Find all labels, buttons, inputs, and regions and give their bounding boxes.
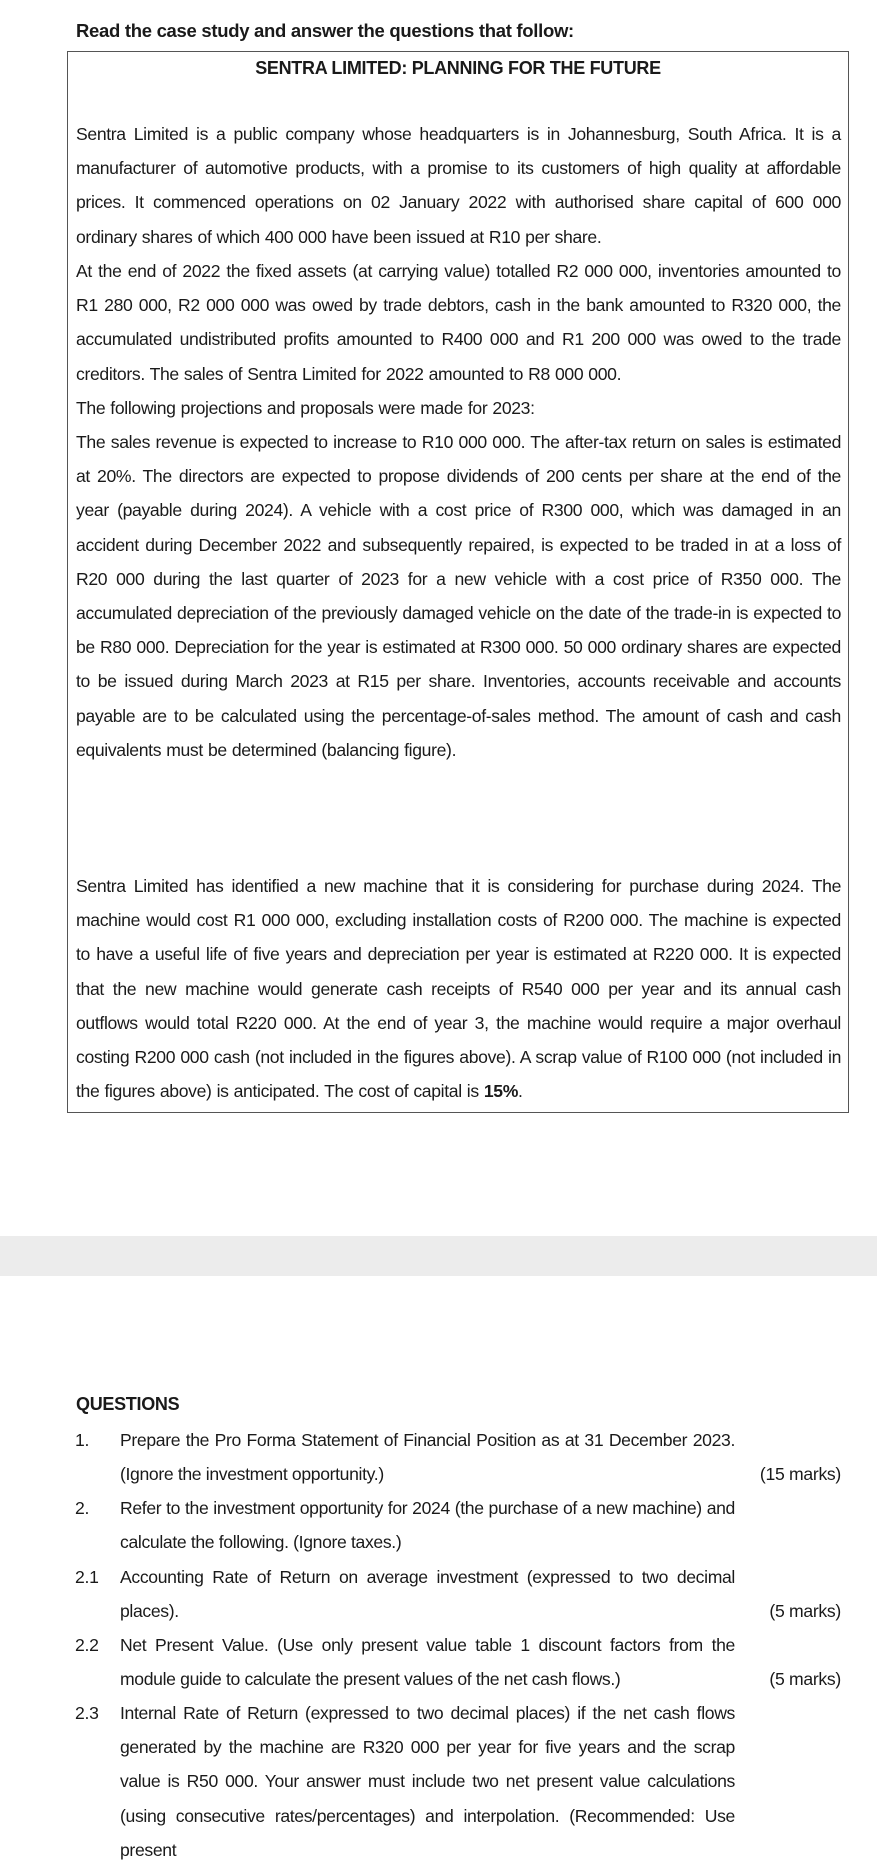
case-study-title: SENTRA LIMITED: PLANNING FOR THE FUTURE [255, 58, 661, 78]
case-study-box [67, 51, 849, 1113]
investment-text: Sentra Limited has identified a new machine that it is considering for purchase during 2024. The machine would cost R1 000 000, excluding installation costs of R200 000. The machine is expected to have a useful life of five years and depreciation per year is estimated at R220 000. It is expected that the new machine would generate cash receipts of R540 000 per year and its annual cash outflows would total R220 000. At the end of year 3, the machine would require a major overhaul costing R200 000 cash (not included in the figures above). A scrap value of R100 000 (not included in the figures above) is anticipated. The cost of capital is [76, 876, 841, 1102]
question-text: Accounting Rate of Return on average investment (expressed to two decimal places). [120, 1567, 735, 1622]
case-paragraph-projections: The sales revenue is expected to increase to R10 000 000. The after-tax return on sales is estimated at 20%. The directors are expected to propose dividends of 200 cents per share at the end of the year (payable during 2024). A vehicle with a cost price of R300 000, which was damaged in an accident during December 2022 and subsequently repaired, is expected to be traded in at a loss of R20 000 during the last quarter of 2023 for a new vehicle with a cost price of R350 000. The accumulated depreciation of the previously damaged vehicle on the date of the trade-in is expected to be R80 000. Depreciation for the year is estimated at R300 000. 50 000 ordinary shares are expected to be issued during March 2023 at R15 per share. Inventories, accounts receivable and accounts payable are to be calculated using the percentage-of-sales method. The amount of cash and cash equivalents must be determined (balancing figure). [76, 432, 841, 760]
question-text: Internal Rate of Return (expressed to two decimal places) if the net cash flows generated by the machine are R320 000 per year for five years and the scrap value is R50 000. Your answer must include two net present value calculations (using consecutive rates/percentages) and interpolation. (Recommended: Use present [120, 1703, 735, 1860]
case-paragraph-investment [76, 869, 841, 1108]
question-text: Prepare the Pro Forma Statement of Financial Position as at 31 December 2023. (Ignore the investment opportunity.) [120, 1430, 735, 1485]
case-paragraph-2022-figures: At the end of 2022 the fixed assets (at carrying value) totalled R2 000 000, inventories amounted to R1 280 000, R2 000 000 was owed by trade debtors, cash in the bank amounted to R320 000, the accumulated undistributed profits amounted to R400 000 and R1 200 000 was owed to the trade creditors. The sales of Sentra Limited for 2022 amounted to R8 000 000. [76, 261, 841, 384]
instruction-text: Read the case study and answer the questions that follow: [76, 20, 574, 41]
question-marks: (5 marks) [769, 1669, 841, 1689]
question-number: 2.1 [75, 1567, 99, 1587]
cost-of-capital-value: 15% [483, 1081, 519, 1102]
questions-heading: QUESTIONS [76, 1394, 180, 1414]
question-text: Net Present Value. (Use only present value table 1 discount factors from the module guide to calculate the present values of the net cash flows.) [120, 1635, 735, 1690]
question-text: Refer to the investment opportunity for 2024 (the purchase of a new machine) and calculate the following. (Ignore taxes.) [120, 1498, 735, 1553]
document-page-2 [0, 1276, 877, 1860]
question-number: 2.3 [75, 1703, 99, 1723]
case-paragraph-projections-heading: The following projections and proposals were made for 2023: [76, 398, 535, 418]
question-number: 2.2 [75, 1635, 99, 1655]
question-number: 2. [75, 1498, 90, 1518]
final-period: . [518, 1081, 523, 1102]
page-separator [0, 1236, 877, 1276]
case-paragraph-intro: Sentra Limited is a public company whose headquarters is in Johannesburg, South Africa. It is a manufacturer of automotive products, with a promise to its customers of high quality at affordable prices. It commenced operations on 02 January 2022 with authorised share capital of 600 000 ordinary shares of which 400 000 have been issued at R10 per share. [76, 124, 841, 247]
question-number: 1. [75, 1430, 90, 1450]
question-marks: (5 marks) [769, 1601, 841, 1621]
question-marks: (15 marks) [759, 1464, 841, 1484]
